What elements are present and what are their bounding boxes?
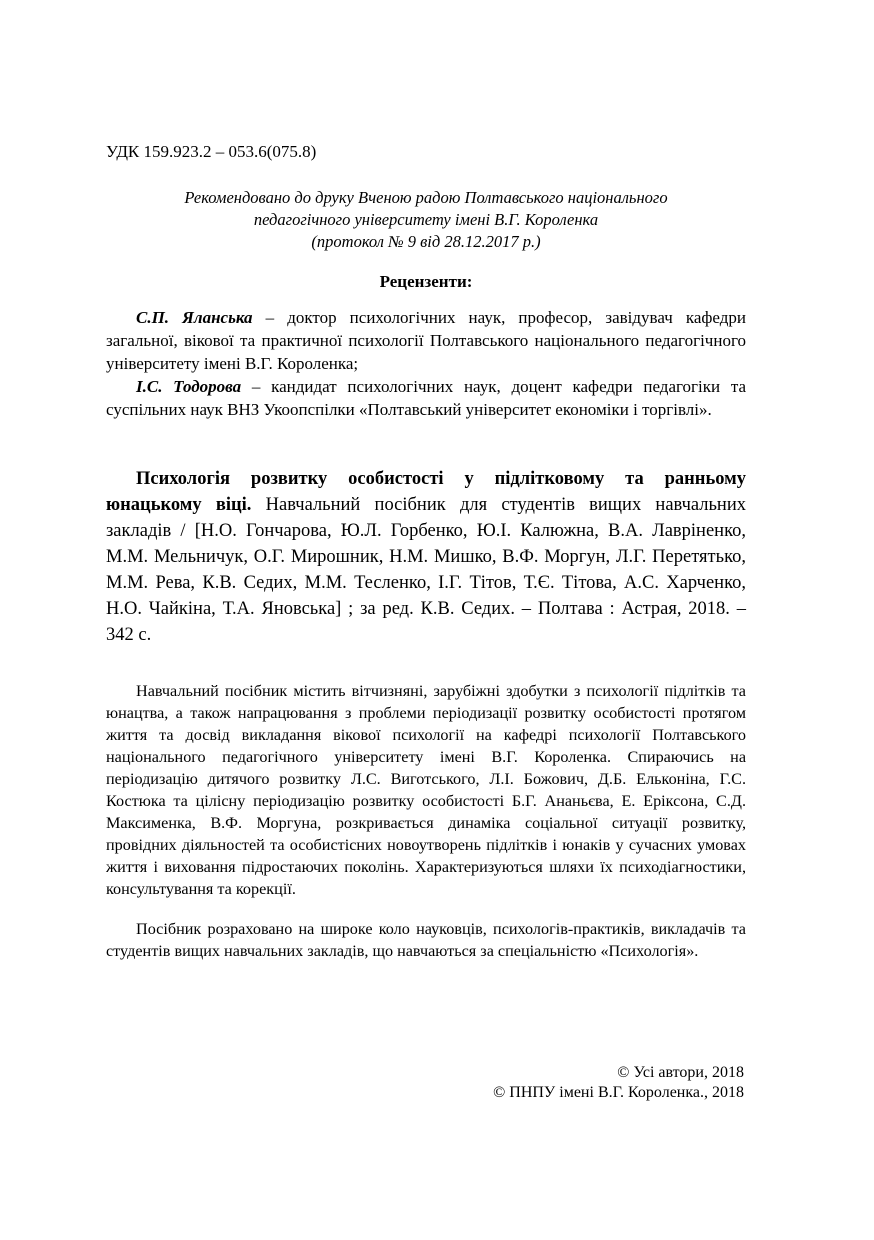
reviewer-1 [106, 306, 746, 375]
reviewer-1-name: С.П. Яланська [136, 308, 253, 327]
copyright-authors: © Усі автори, 2018 [617, 1064, 744, 1081]
recommendation-line-3: (протокол № 9 від 28.12.2017 р.) [311, 232, 541, 251]
recommendation-note [106, 187, 746, 253]
abstract-paragraph-2 [106, 918, 746, 962]
bibliographic-record [106, 466, 746, 648]
abstract-text-2: Посібник розраховано на широке коло науковців, психологів-практиків, викладачів та студентів вищих навчальних закладів, що навчаються за спеціальністю «Психологія». [106, 920, 746, 960]
reviewer-2-text: – кандидат психологічних наук, доцент кафедри педагогіки та суспільних наук ВНЗ Укоопспілки «Полтавський університет економіки і торгівлі». [106, 377, 746, 419]
abstract-text-1: Навчальний посібник містить вітчизняні, зарубіжні здобутки з психології підлітків та юнацтва, а також напрацювання з проблеми періодизації розвитку особистості протягом життя та досвід викладання вікової психології на кафедрі психології Полтавського національного педагогічного університету імені В.Г. Короленка. Спираючись на періодизацію дитячого розвитку Л.С. Виготського, Л.І. Божович, Д.Б. Ельконіна, Г.С. Костюка та цілісну періодизацію розвитку особистості Б.Г. Ананьєва, Е. Еріксона, С.Д. Максименка, В.Ф. Моргуна, розкривається динаміка соціальної ситуації розвитку, провідних діяльностей та особистісних новоутворень підлітків і юнаків у сучасних умовах життя і виховання підростаючих поколінь. Характеризуються шляхи їх психодіагностики, консультування та корекції. [106, 682, 746, 898]
copyright-university: © ПНПУ імені В.Г. Короленка., 2018 [493, 1084, 744, 1101]
recommendation-line-2: педагогічного університету імені В.Г. Короленка [253, 210, 599, 229]
recommendation-line-1: Рекомендовано до друку Вченою радою Полтавського національного [184, 188, 668, 207]
abstract-paragraph-1 [106, 680, 746, 900]
reviewer-1-text: – доктор психологічних наук, професор, завідувач кафедри загальної, вікової та практичної психології Полтавського національного педагогічного університету імені В.Г. Короленка; [106, 308, 746, 373]
reviewer-2-name: І.С. Тодорова [136, 377, 242, 396]
book-title: Психологія розвитку особистості у підлітковому та ранньому юнацькому віці. [106, 469, 746, 515]
udk-code: УДК 159.923.2 – 053.6(075.8) [106, 142, 317, 161]
reviewer-2 [106, 375, 746, 421]
reviewers-heading: Рецензенти: [379, 272, 473, 291]
bibliographic-description: Навчальний посібник для студентів вищих навчальних закладів / [Н.О. Гончарова, Ю.Л. Горбенко, Ю.І. Калюжна, В.А. Лавріненко, М.М. Мельничук, О.Г. Мирошник, Н.М. Мишко, В.Ф. Моргун, Л.Г. Перетятько, М.М. Рева, К.В. Седих, М.М. Тесленко, І.Г. Тітов, Т.Є. Тітова, А.С. Харченко, Н.О. Чайкіна, Т.А. Яновська] ; за ред. К.В. Седих. – Полтава : Астрая, 2018. – 342 с. [106, 495, 746, 645]
